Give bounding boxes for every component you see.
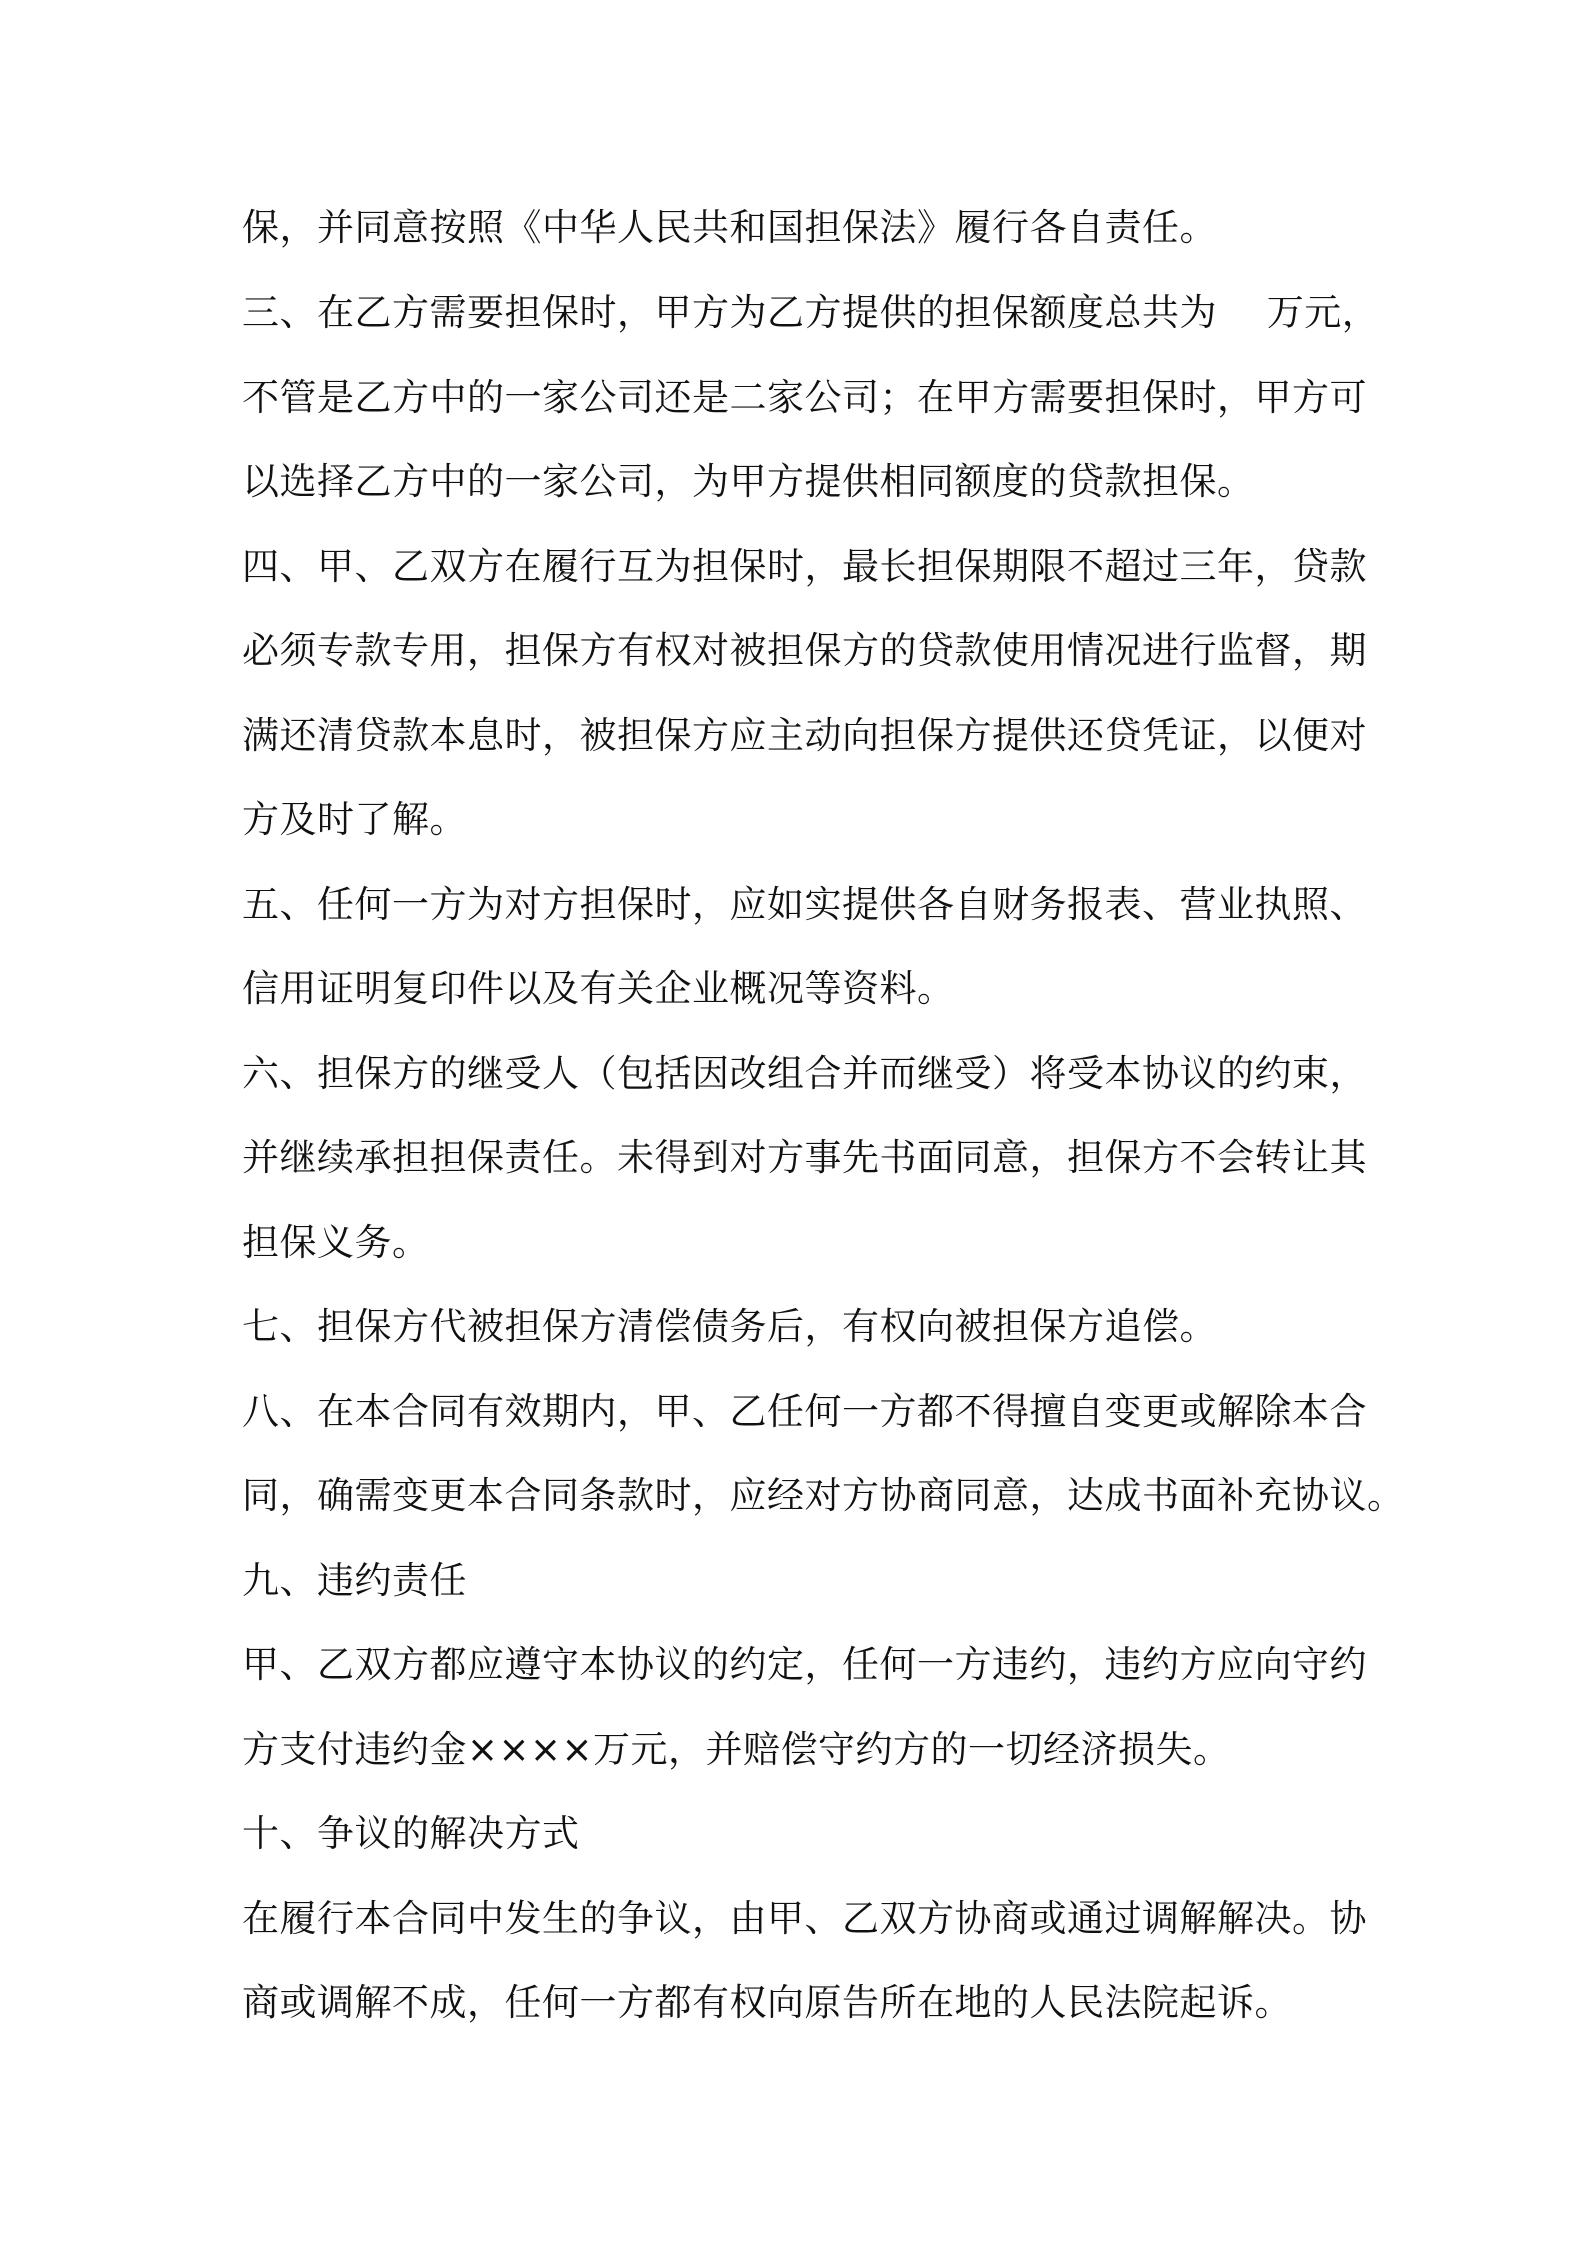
text-line: 在履行本合同中发生的争议，由甲、乙双方协商或通过调解解决。协: [242, 1897, 1367, 1940]
text-line: 必须专款专用，担保方有权对被担保方的贷款使用情况进行监督，期: [242, 629, 1367, 672]
text-line: 商或调解不成，任何一方都有权向原告所在地的人民法院起诉。: [242, 1981, 1292, 2024]
text-line: 并继续承担担保责任。未得到对方事先书面同意，担保方不会转让其: [242, 1136, 1367, 1179]
clause-3-line: 三、在乙方需要担保时，甲方为乙方提供的担保额度总共为 万元，: [242, 291, 1380, 334]
text-line: 信用证明复印件以及有关企业概况等资料。: [242, 967, 955, 1010]
text-line: 保，并同意按照《中华人民共和国担保法》履行各自责任。: [242, 206, 1217, 249]
clause-9-heading: 九、违约责任: [242, 1559, 467, 1602]
clause-5-line: 五、任何一方为对方担保时，应如实提供各自财务报表、营业执照、: [242, 883, 1367, 926]
clause-10-heading: 十、争议的解决方式: [242, 1812, 580, 1855]
text-line: 同，确需变更本合同条款时，应经对方协商同意，达成书面补充协议。: [242, 1474, 1405, 1517]
clause-6-line: 六、担保方的继受人（包括因改组合并而继受）将受本协议的约束，: [242, 1052, 1367, 1095]
text-line: 满还清贷款本息时，被担保方应主动向担保方提供还贷凭证，以便对: [242, 714, 1367, 757]
text-line: 甲、乙双方都应遵守本协议的约定，任何一方违约，违约方应向守约: [242, 1643, 1367, 1686]
text-line: 以选择乙方中的一家公司，为甲方提供相同额度的贷款担保。: [242, 460, 1255, 503]
text-line: 不管是乙方中的一家公司还是二家公司；在甲方需要担保时，甲方可: [242, 376, 1367, 419]
text-line: 方支付违约金××××万元，并赔偿守约方的一切经济损失。: [242, 1728, 1231, 1771]
text-line: 担保义务。: [242, 1221, 430, 1264]
text-line: 方及时了解。: [242, 798, 467, 841]
clause-7-line: 七、担保方代被担保方清偿债务后，有权向被担保方追偿。: [242, 1305, 1217, 1348]
clause-8-line: 八、在本合同有效期内，甲、乙任何一方都不得擅自变更或解除本合: [242, 1390, 1367, 1433]
clause-4-line: 四、甲、乙双方在履行互为担保时，最长担保期限不超过三年，贷款: [242, 545, 1367, 588]
